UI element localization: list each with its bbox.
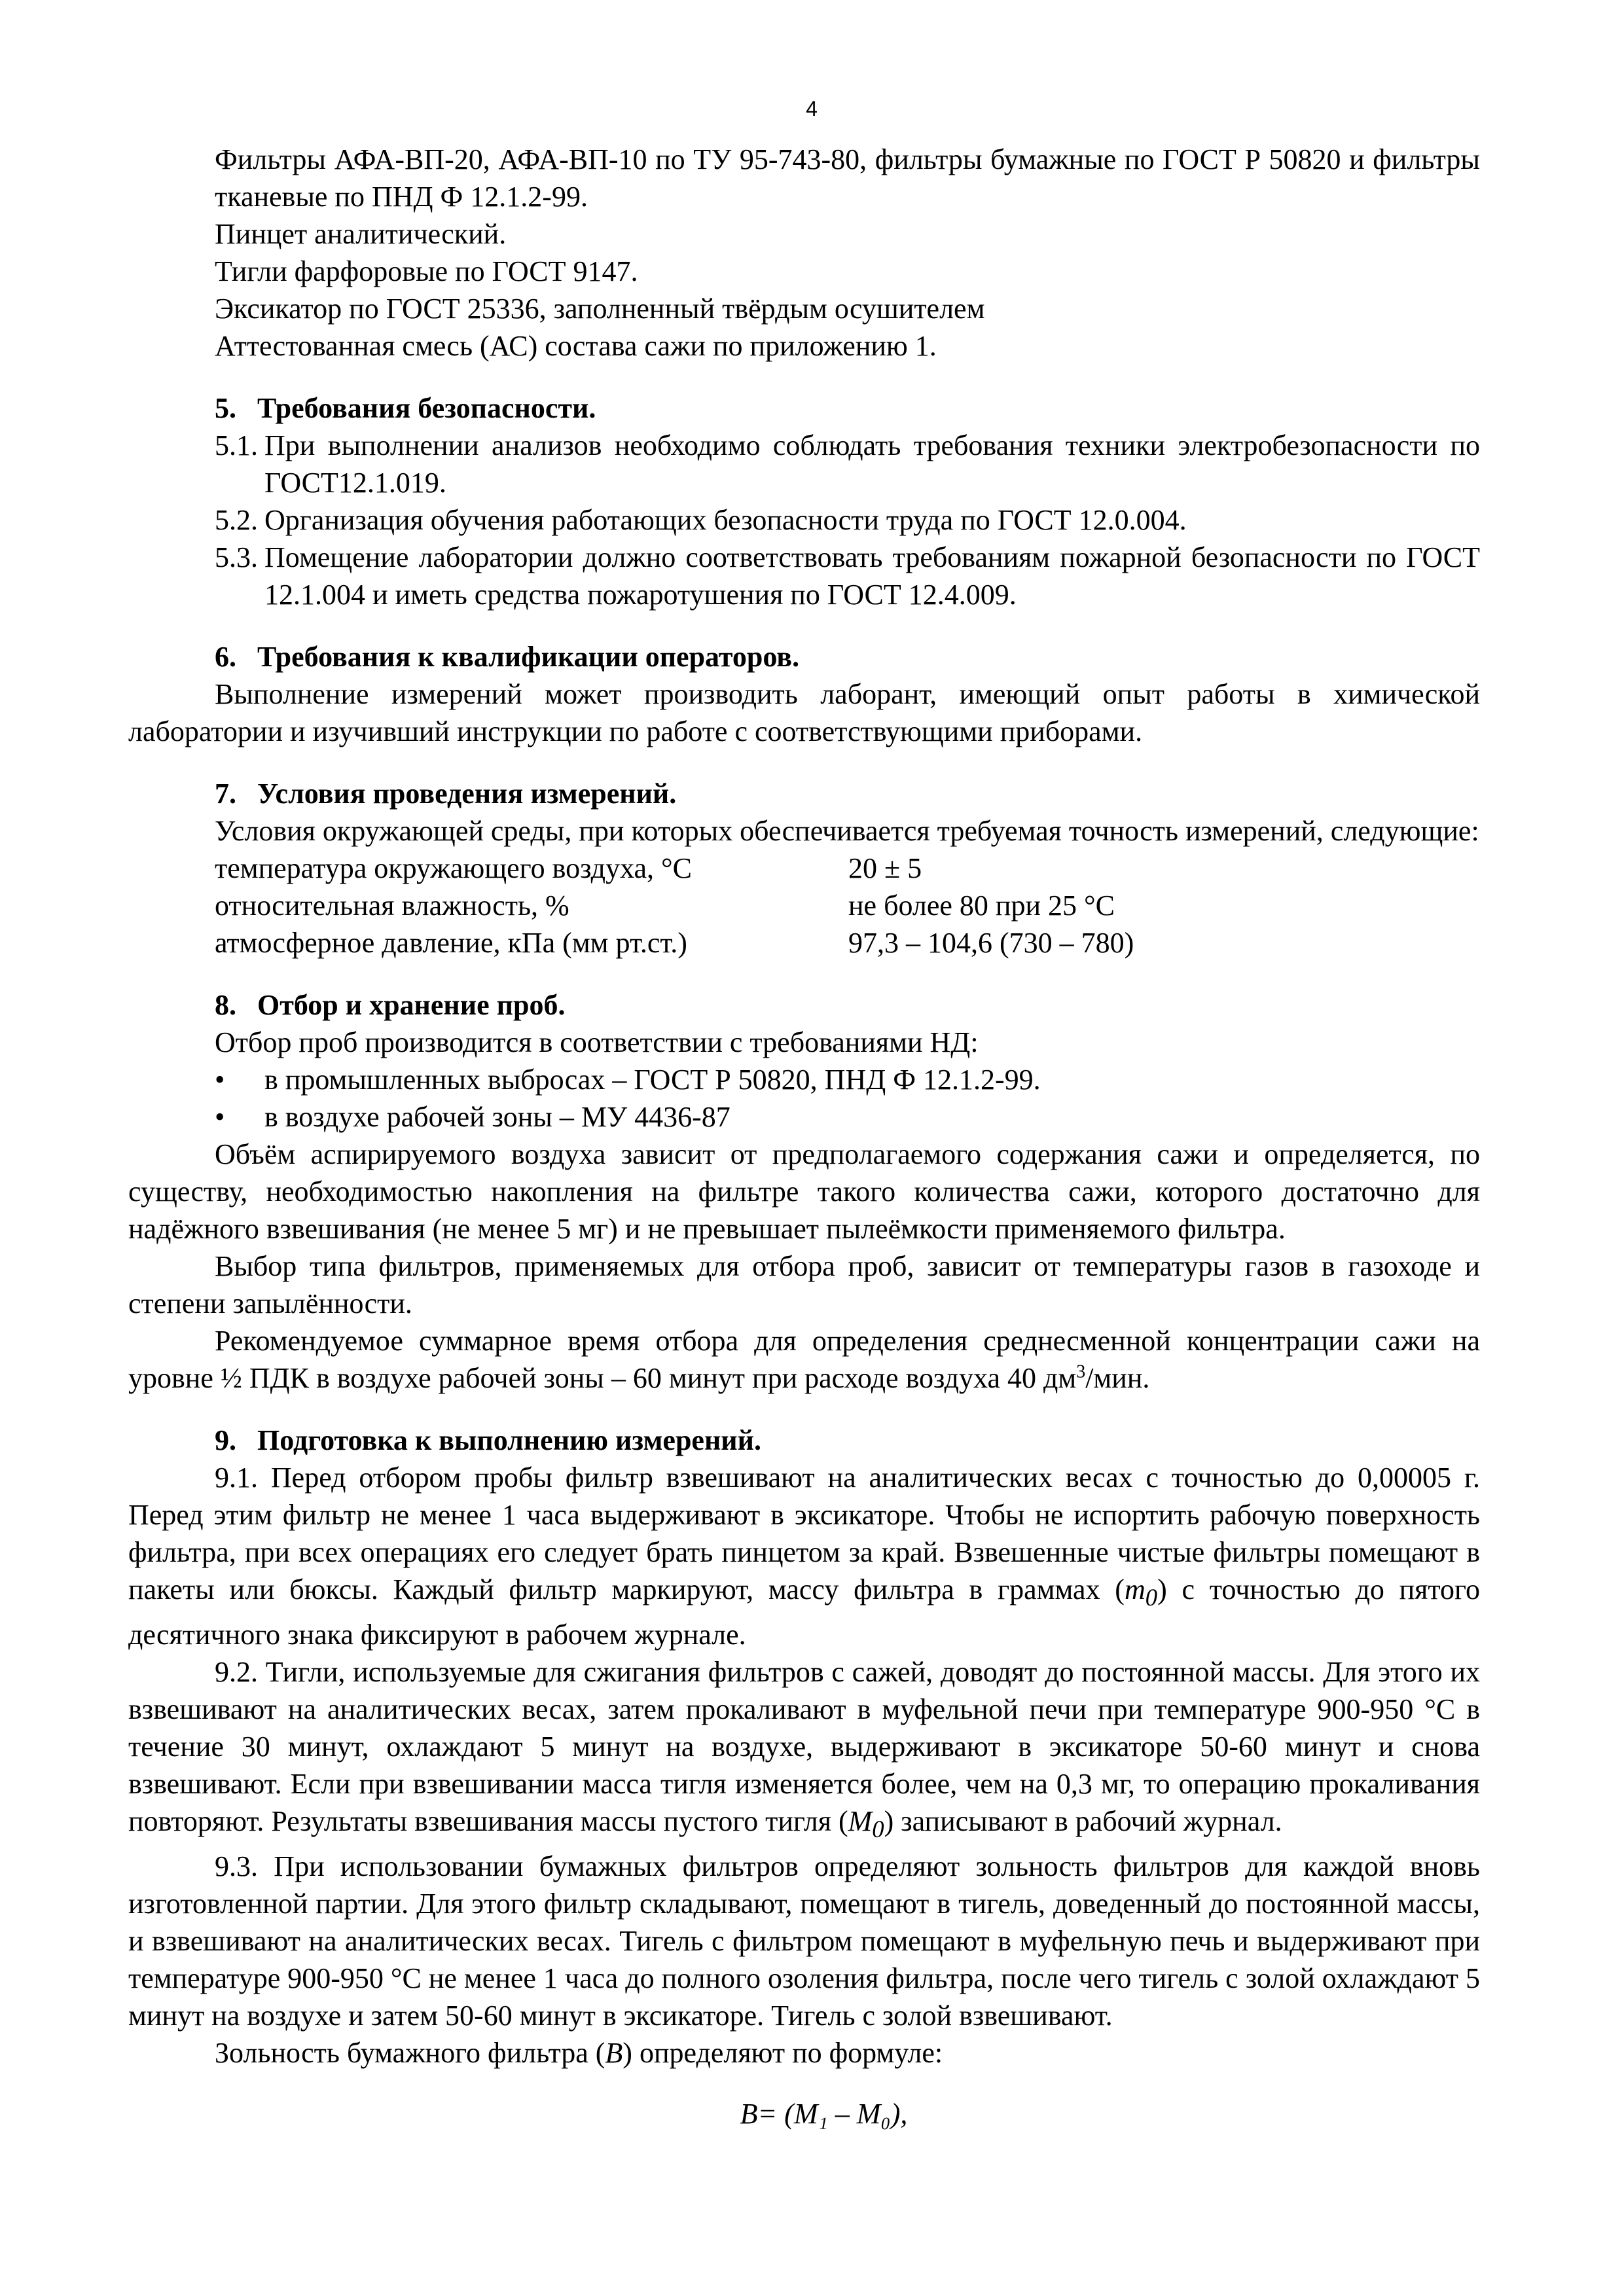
section-8-paragraph-sampling-time bbox=[128, 1322, 1480, 1397]
param-label: относительная влажность, % bbox=[215, 889, 569, 922]
section-8-paragraph-filter-type: Выбор типа фильтров, применяемых для отбора проб, зависит от температуры газов в газоходе и степени запылённости. bbox=[128, 1250, 1480, 1319]
section-6-number: 6. bbox=[215, 641, 236, 673]
item-number: 5.1. bbox=[215, 429, 258, 461]
param-label: температура окружающего воздуха, °С bbox=[215, 852, 692, 884]
paragraph-9-1-text: 9.1. Перед отбором пробы фильтр взвешивают на аналитических весах с точностью до 0,00005 г. Перед этим фильтр не менее 1 часа выдерживают в эксикаторе. Чтобы не испортить рабочую поверхность фильтра, при всех операциях его следует брать пинцетом за край. Взвешенные чистые фильтры помещают в пакеты или бюксы. Каждый фильтр маркируют, массу фильтра в граммах ( bbox=[128, 1462, 1480, 1605]
paragraph-9-2 bbox=[128, 1653, 1480, 1848]
filter-mass-subscript: 0 bbox=[1145, 1583, 1158, 1611]
crucible-mass-subscript: 0 bbox=[872, 1815, 884, 1842]
section-9-heading bbox=[128, 1422, 1480, 1459]
section-8-paragraph-air-volume: Объём аспирируемого воздуха зависит от предполагаемого содержания сажи и определяется, по существу, необходимостью накопления на фильтре такого количества сажи, которого достаточно для надёжного взвешивания (не менее 5 мг) и не превышает пылеёмкости применяемого фильтра. bbox=[128, 1138, 1480, 1245]
equipment-filters: Фильтры АФА-ВП-20, АФА-ВП-10 по ТУ 95-743-80, фильтры бумажные по ГОСТ Р 50820 и фильтры тканевые по ПНД Ф 12.1.2-99. bbox=[215, 143, 1480, 213]
section-6-title: Требования к квалификации операторов. bbox=[257, 641, 800, 673]
equipment-crucibles: Тигли фарфоровые по ГОСТ 9147. bbox=[215, 255, 638, 287]
equipment-reference-mixture: Аттестованная смесь (АС) состава сажи по приложению 1. bbox=[215, 330, 937, 362]
section-9-title: Подготовка к выполнению измерений. bbox=[257, 1424, 761, 1456]
item-number: 5.3. bbox=[215, 541, 258, 573]
param-value: 97,3 – 104,6 (730 – 780) bbox=[848, 927, 1134, 959]
bullet-text: в промышленных выбросах – ГОСТ Р 50820, ПНД Ф 12.1.2-99. bbox=[264, 1064, 1041, 1096]
section-7-number: 7. bbox=[215, 778, 236, 810]
list-item bbox=[128, 501, 1480, 539]
unit-exponent: 3 bbox=[1076, 1361, 1086, 1382]
paragraph-9-1 bbox=[128, 1459, 1480, 1653]
param-row bbox=[128, 850, 1480, 887]
section-7-title: Условия проведения измерений. bbox=[257, 778, 677, 810]
ash-content-variable: B bbox=[605, 2036, 623, 2069]
ash-content-tail: ) определяют по формуле: bbox=[623, 2036, 943, 2069]
paragraph-9-3: 9.3. При использовании бумажных фильтров определяют зольность фильтров для каждой вновь изготовленной партии. Для этого фильтр складывают, помещают в тигель, доведенный до постоянной массы, и взвешивают на аналитических весах. Тигель с фильтром помещают в муфельную печь и выдерживают при температуре 900-950 °С не менее 1 часа до полного озоления фильтра, после чего тигель с золой охлаждают 5 минут на воздухе и затем 50-60 минут в эксикаторе. Тигель с золой взвешивают. bbox=[128, 1850, 1480, 2032]
section-7-text: Условия окружающей среды, при которых обеспечивается требуемая точность измерений, следующие: bbox=[215, 815, 1479, 847]
bullet-icon: • bbox=[215, 1101, 225, 1133]
paragraph-9-2-text: 9.2. Тигли, используемые для сжигания фильтров с сажей, доводят до постоянной массы. Для этого их взвешивают на аналитических весах, затем прокаливают в муфельной печи при температуре 900-950 °С в течение 30 минут, охлаждают 5 минут на воздухе, выдерживают в эксикаторе 50-60 минут и снова взвешивают. Если при взвешивании масса тигля изменяется более, чем на 0,3 мг, то операцию прокаливания повторяют. Результаты взвешивания массы пустого тигля ( bbox=[128, 1655, 1480, 1837]
param-row bbox=[128, 924, 1480, 961]
section-6-text: Выполнение измерений может производить лаборант, имеющий опыт работы в химической лаборатории и изучивший инструкции по работе с соответствующими приборами. bbox=[128, 678, 1480, 747]
section-9-number: 9. bbox=[215, 1424, 236, 1456]
ash-content-formula: B= (M₁ – M₀), bbox=[740, 2097, 908, 2130]
section-6-heading bbox=[128, 638, 1480, 675]
ash-content-text: Зольность бумажного фильтра ( bbox=[215, 2036, 605, 2069]
paragraph-9-2-tail: ) записывают в рабочий журнал. bbox=[884, 1804, 1282, 1837]
section-8-title: Отбор и хранение проб. bbox=[257, 989, 566, 1021]
paragraph-9-1-tail: ) с точностью до пятого десятичного знака фиксируют в рабочем журнале. bbox=[128, 1573, 1480, 1651]
bullet-icon: • bbox=[215, 1064, 225, 1096]
param-label: атмосферное давление, кПа (мм рт.ст.) bbox=[215, 927, 687, 959]
section-5-title: Требования безопасности. bbox=[257, 392, 596, 424]
sampling-time-text: Рекомендуемое суммарное время отбора для определения среднесменной концентрации сажи на уровне ½ ПДК в воздухе рабочей зоны – 60 минут при расходе воздуха 40 дм bbox=[128, 1325, 1480, 1394]
bullet-item bbox=[128, 1098, 1480, 1136]
item-text: Организация обучения работающих безопасности труда по ГОСТ 12.0.004. bbox=[264, 504, 1187, 536]
section-8-heading bbox=[128, 986, 1480, 1024]
param-value: 20 ± 5 bbox=[848, 852, 922, 884]
unit-suffix: /мин. bbox=[1085, 1362, 1150, 1394]
item-text: При выполнении анализов необходимо соблюдать требования техники электробезопасности по ГОСТ12.1.019. bbox=[264, 429, 1480, 499]
section-7-heading bbox=[128, 775, 1480, 812]
page-number: 4 bbox=[806, 97, 818, 120]
list-item bbox=[128, 539, 1480, 613]
item-text: Помещение лаборатории должно соответствовать требованиям пожарной безопасности по ГОСТ 12.1.004 и иметь средства пожаротушения по ГОСТ 12.4.009. bbox=[264, 541, 1480, 611]
section-8-number: 8. bbox=[215, 989, 236, 1021]
page-content bbox=[128, 141, 1480, 2132]
filter-mass-variable: m bbox=[1124, 1573, 1146, 1605]
ash-content-paragraph bbox=[128, 2034, 1480, 2072]
list-item bbox=[128, 427, 1480, 501]
param-value: не более 80 при 25 °С bbox=[848, 889, 1115, 922]
section-5-number: 5. bbox=[215, 392, 236, 424]
item-number: 5.2. bbox=[215, 504, 258, 536]
equipment-desiccator: Эксикатор по ГОСТ 25336, заполненный твёрдым осушителем bbox=[215, 293, 985, 325]
equipment-tweezers: Пинцет аналитический. bbox=[215, 218, 507, 250]
bullet-item bbox=[128, 1061, 1480, 1098]
section-8-intro: Отбор проб производится в соответствии с требованиями НД: bbox=[215, 1026, 979, 1058]
section-5-heading bbox=[128, 389, 1480, 427]
param-row bbox=[128, 887, 1480, 924]
bullet-text: в воздухе рабочей зоны – МУ 4436-87 bbox=[264, 1101, 731, 1133]
crucible-mass-variable: M bbox=[848, 1804, 873, 1837]
